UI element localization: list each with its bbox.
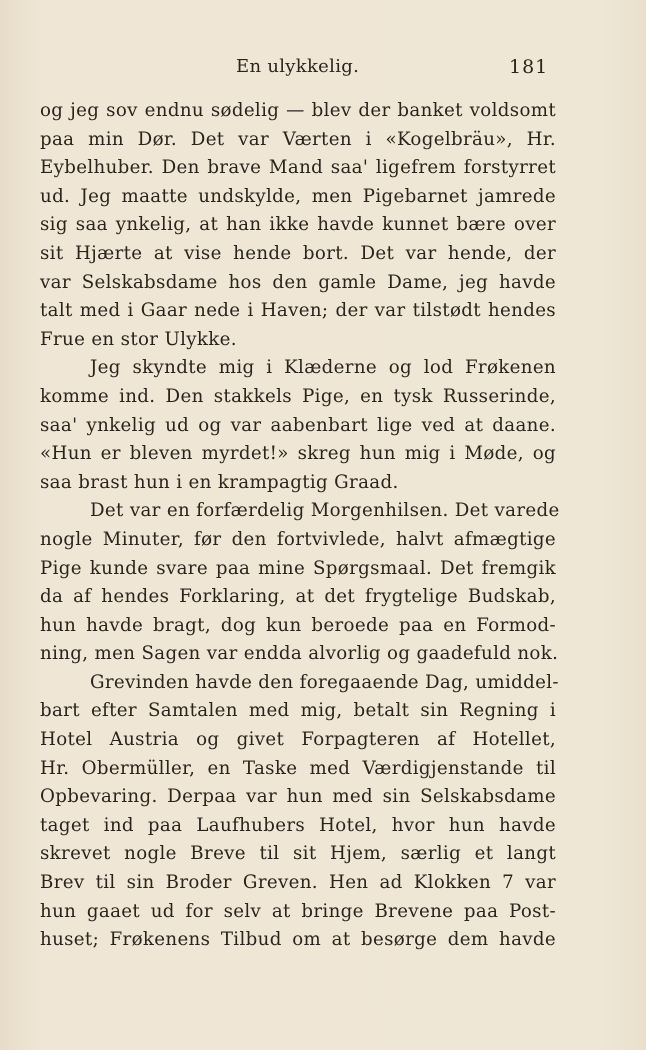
text-line: paa min Dør. Det var Værten i «Kogelbräu», Hr.	[40, 128, 556, 150]
text-line: Jeg skyndte mig i Klæderne og lod Frøkenen	[90, 357, 556, 379]
text-line: og jeg sov endnu sødelig — blev der banket voldsomt	[40, 100, 556, 121]
text-line: Eybelhuber. Den brave Mand saa' ligefrem forstyrret	[40, 157, 556, 179]
text-line: Hotel Austria og givet Forpagteren af Hotellet,	[40, 729, 556, 751]
text-line: saa brast hun i en krampagtig Graad.	[40, 471, 399, 493]
text-line: skrevet nogle Breve til sit Hjem, særlig et langt	[40, 843, 556, 865]
text-line: var Selskabsdame hos den gamle Dame, jeg havde	[40, 271, 556, 293]
text-line: nogle Minuter, før den fortvivlede, halvt afmægtige	[40, 528, 556, 550]
text-line: sig saa ynkelig, at han ikke havde kunnet bære over	[40, 214, 556, 236]
text-line: ning, men Sagen var endda alvorlig og gaadefuld nok.	[40, 643, 559, 665]
text-line: talt med i Gaar nede i Haven; der var tilstødt hendes	[40, 300, 556, 322]
text-line: Opbevaring. Derpaa var hun med sin Selskabsdame	[40, 786, 556, 808]
text-line: Grevinden havde den foregaaende Dag, umiddel-	[90, 671, 559, 693]
text-line: Det var en forfærdelig Morgenhilsen. Det varede	[90, 500, 560, 522]
text-line: hun gaaet ud for selv at bringe Brevene paa Post-	[40, 900, 556, 922]
text-line: hun havde bragt, dog kun beroede paa en Formod-	[40, 614, 556, 636]
text-line: Hr. Obermüller, en Taske med Værdigjenstande til	[40, 757, 556, 779]
text-line: taget ind paa Laufhubers Hotel, hvor hun havde	[40, 814, 556, 836]
text-line: Pige kunde svare paa mine Spørgsmaal. Det fremgik	[40, 557, 556, 579]
text-line: saa' ynkelig ud og var aabenbart lige ved at daane.	[40, 414, 556, 436]
text-line: ud. Jeg maatte undskylde, men Pigebarnet jamrede	[40, 185, 556, 207]
text-line: Frue en stor Ulykke.	[40, 328, 237, 350]
text-line: huset; Frøkenens Tilbud om at besørge dem havde	[40, 929, 556, 951]
page-number: 181	[509, 56, 549, 78]
text-line: Brev til sin Broder Greven. Hen ad Klokken 7 var	[40, 872, 556, 894]
text-line: «Hun er bleven myrdet!» skreg hun mig i Møde, og	[40, 443, 556, 465]
running-title: En ulykkelig.	[236, 56, 360, 77]
text-line: da af hendes Forklaring, at det frygtelige Budskab,	[40, 586, 556, 608]
text-line: sit Hjærte at vise hende bort. Det var hende, der	[40, 242, 556, 264]
text-line: komme ind. Den stakkels Pige, en tysk Russerinde,	[40, 385, 556, 407]
body-text	[40, 97, 560, 955]
text-line: bart efter Samtalen med mig, betalt sin Regning i	[40, 700, 556, 722]
page-header	[0, 52, 646, 82]
